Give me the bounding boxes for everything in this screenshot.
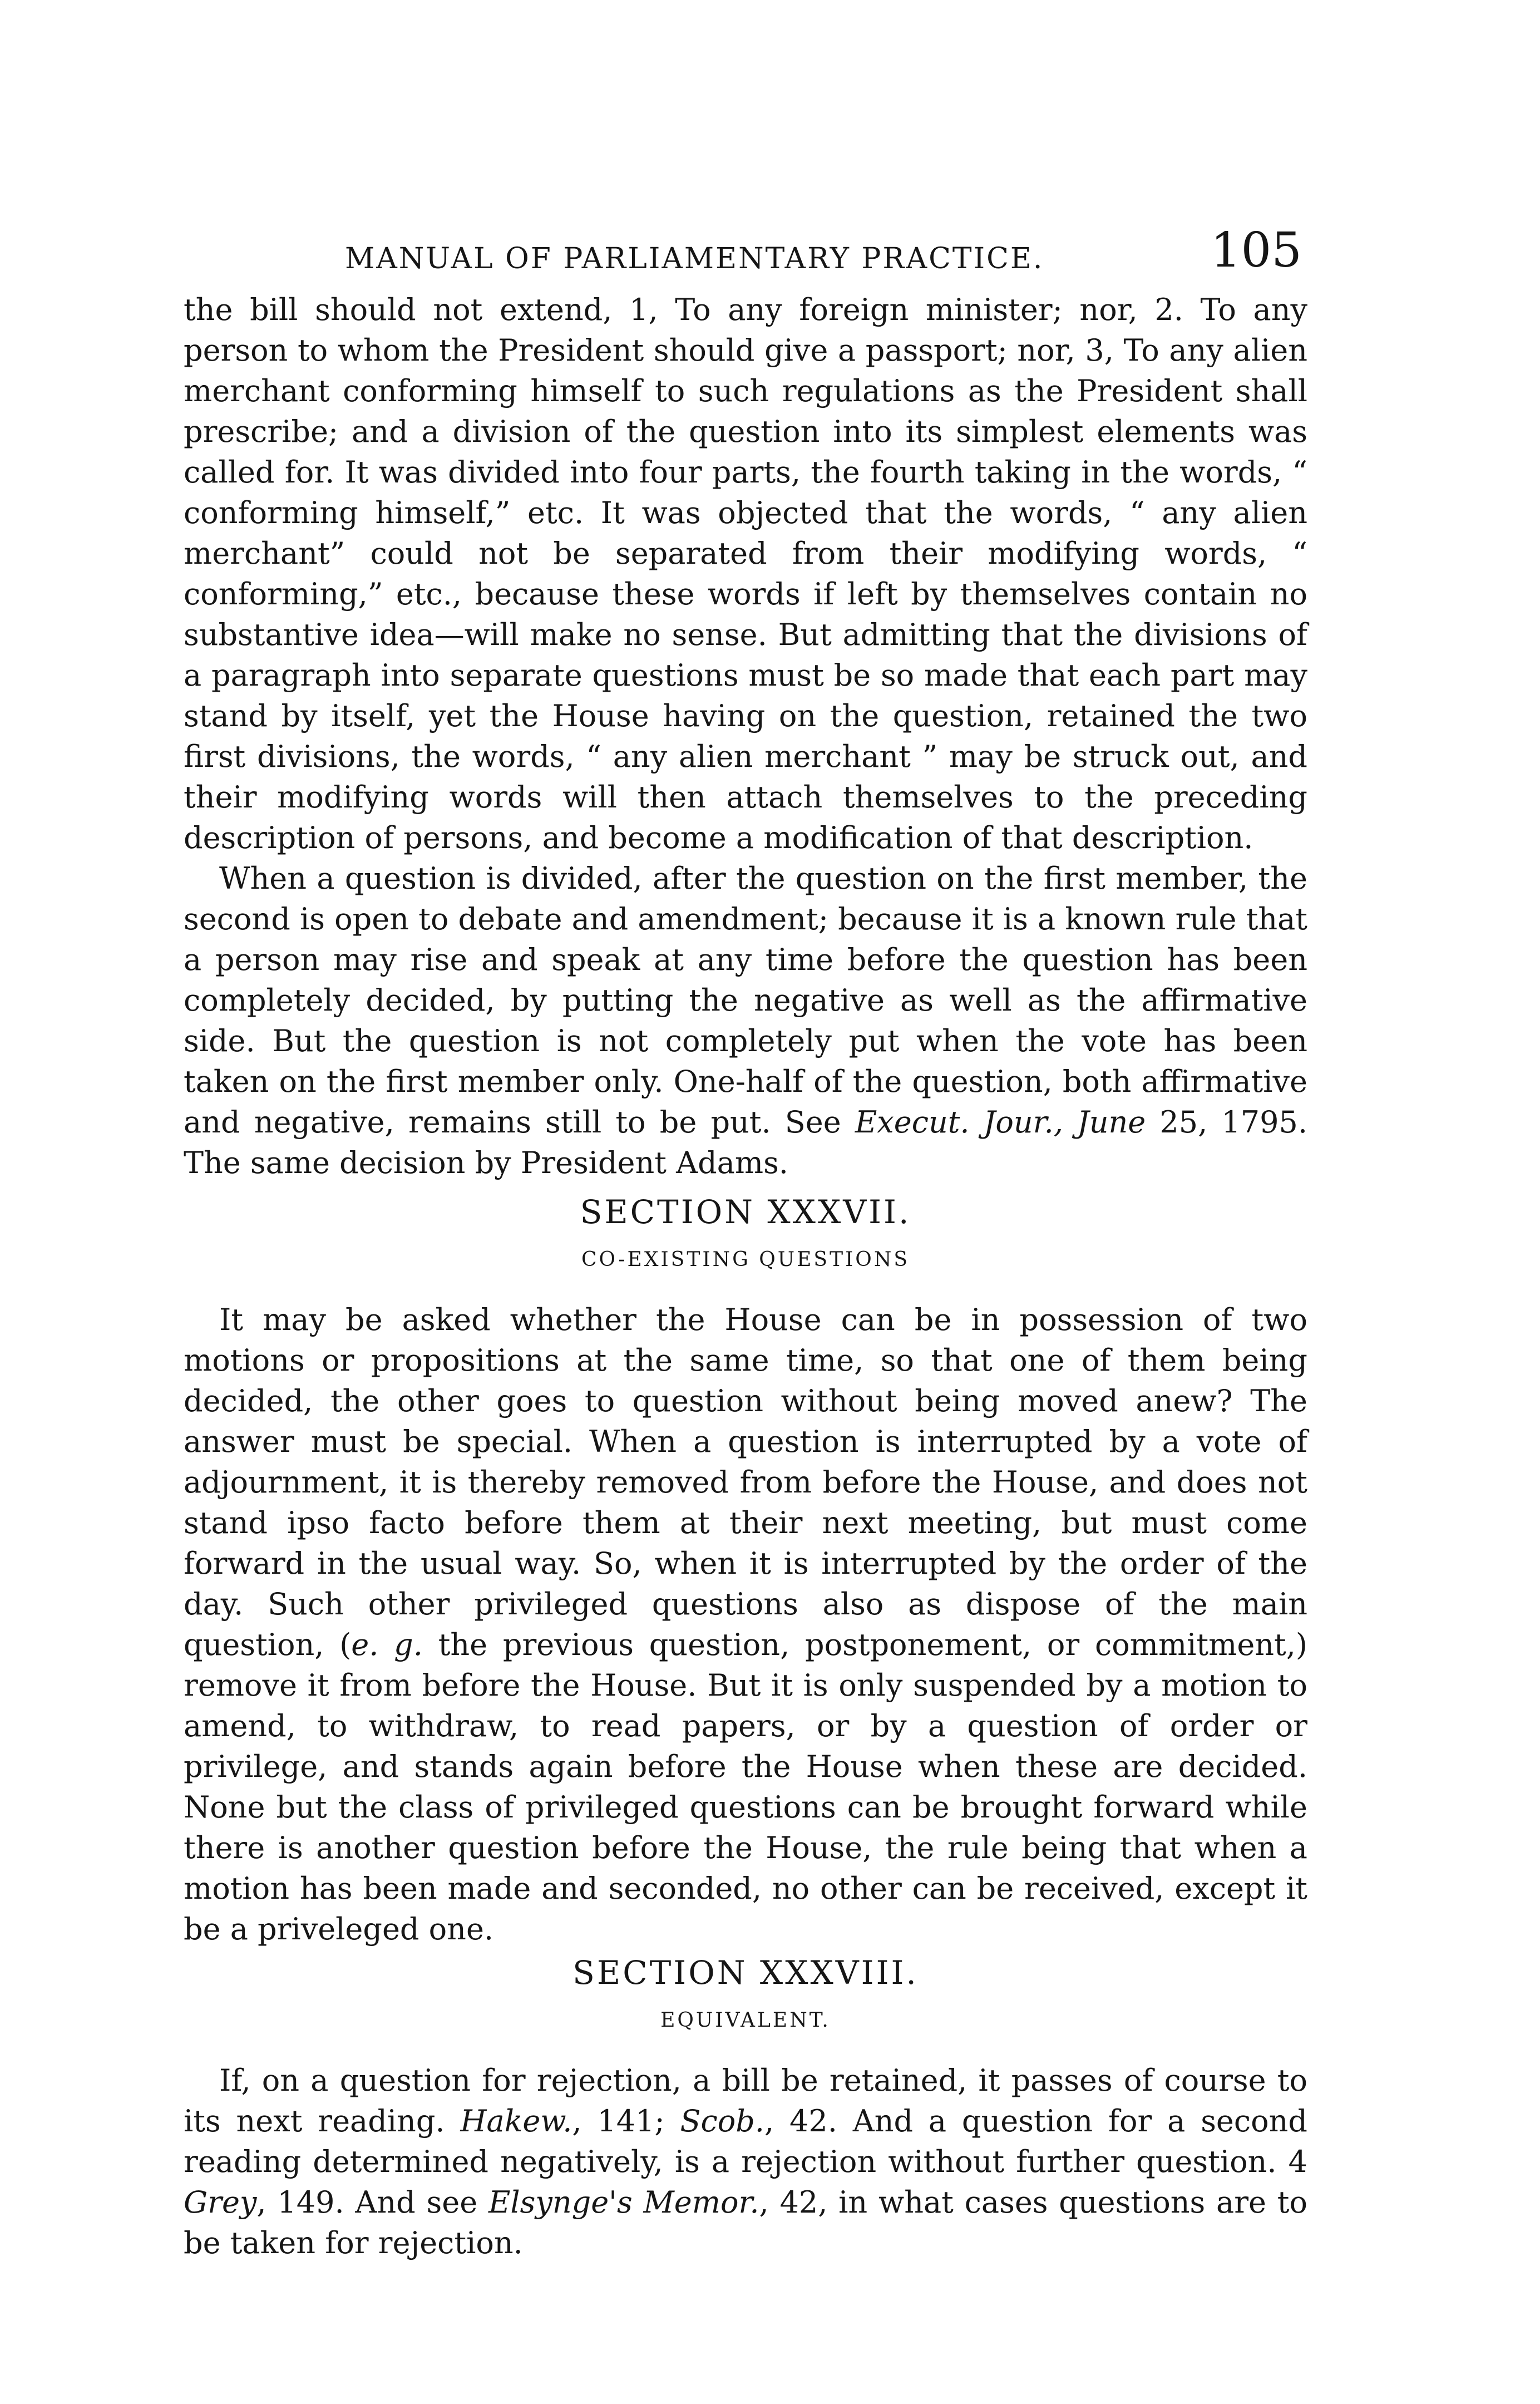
citation-elsynge: Elsynge's Memor.	[488, 2185, 759, 2220]
paragraph-continued: the bill should not extend, 1, To any foreign minister; nor, 2. To any person to whom the President should give a passport; nor, 3, To any alien merchant conforming himself to such regulations as the President shall prescribe; and a division of the question into its simplest elements was called for. It was divided into four parts, the fourth taking in the words, “ conforming himself,” etc. It was objected that the words, “ any alien merchant” could not be separated from their modifying words, “ conforming,” etc., because these words if left by themselves contain no substantive idea—will make no sense. But admitting that the divisions of a paragraph into separate questions must be so made that each part may stand by itself, yet the House having on the question, retained the two first divisions, the words, “ any alien merchant ” may be struck out, and their modifying words will then attach themselves to the preceding description of persons, and become a modification of that description.	[184, 292, 1307, 855]
section-38-subheading: EQUIVALENT.	[660, 2009, 831, 2032]
citation-hakewill: Hakew.	[460, 2104, 572, 2139]
abbreviation-eg: e. g.	[351, 1627, 423, 1662]
paragraph-text: , 149. And see	[256, 2185, 488, 2220]
paragraph-text: , 42. And a question for a second reading determined negatively, is a rejection without further question. 4	[184, 2104, 1307, 2179]
paragraph-text: 25, 1795. The same decision by President Adams.	[184, 1105, 1307, 1180]
page-number: 105	[1210, 223, 1302, 278]
citation-grey: Grey	[184, 2185, 257, 2220]
paragraph-equivalent	[184, 2060, 1307, 2263]
paragraph-text: the previous question, postponement, or commitment,) remove it from before the House. But it is only suspended by a motion to amend, to withdraw, to read papers, or by a question of order or privilege, and stands again before the House when these are decided. None but the class of privileged questions can be brought forward while there is another question before the House, the rule being that when a motion has been made and seconded, no other can be received, except it be a priveleged one.	[184, 1627, 1307, 1947]
running-head	[184, 223, 1307, 289]
paragraph-coexisting-questions	[184, 1299, 1307, 1949]
book-page	[184, 223, 1307, 2263]
paragraph-text: , 42, in what cases questions are to be taken for rejection.	[184, 2185, 1308, 2260]
paragraph-text: When a question is divided, after the question on the first member, the second is open to debate and amendment; because it is a known rule that a person may rise and speak at any time before the question has been completely decided, by putting the negative as well as the affirmative side. But the question is not completely put when the vote has been taken on the first member only. One-half of the question, both affirmative and negative, remains still to be put. See	[184, 861, 1307, 1140]
section-37-heading: SECTION XXXVII.	[580, 1193, 911, 1231]
citation-scobell: Scob.	[680, 2104, 764, 2139]
running-title: MANUAL OF PARLIAMENTARY PRACTICE.	[345, 242, 1044, 275]
citation-executive-journal: Execut. Jour., June	[855, 1105, 1146, 1140]
section-37-subheading: CO-EXISTING QUESTIONS	[581, 1248, 910, 1271]
paragraph-divided-question	[184, 858, 1307, 1183]
paragraph-text: It may be asked whether the House can be in possession of two motions or propositions at the same time, so that one of them being decided, the other goes to question without being moved anew? The answer must be special. When a question is interrupted by a vote of adjournment, it is thereby removed from before the House, and does not stand ipso facto before them at their next meeting, but must come forward in the usual way. So, when it is interrupted by the order of the day. Such other privileged questions also as dispose of the main question, (	[184, 1302, 1307, 1662]
paragraph-text: , 141;	[572, 2104, 680, 2139]
body-text	[184, 289, 1307, 2263]
section-38-heading: SECTION XXXVIII.	[572, 1954, 919, 1992]
paragraph-text: If, on a question for rejection, a bill be retained, it passes of course to its next reading.	[184, 2063, 1307, 2139]
